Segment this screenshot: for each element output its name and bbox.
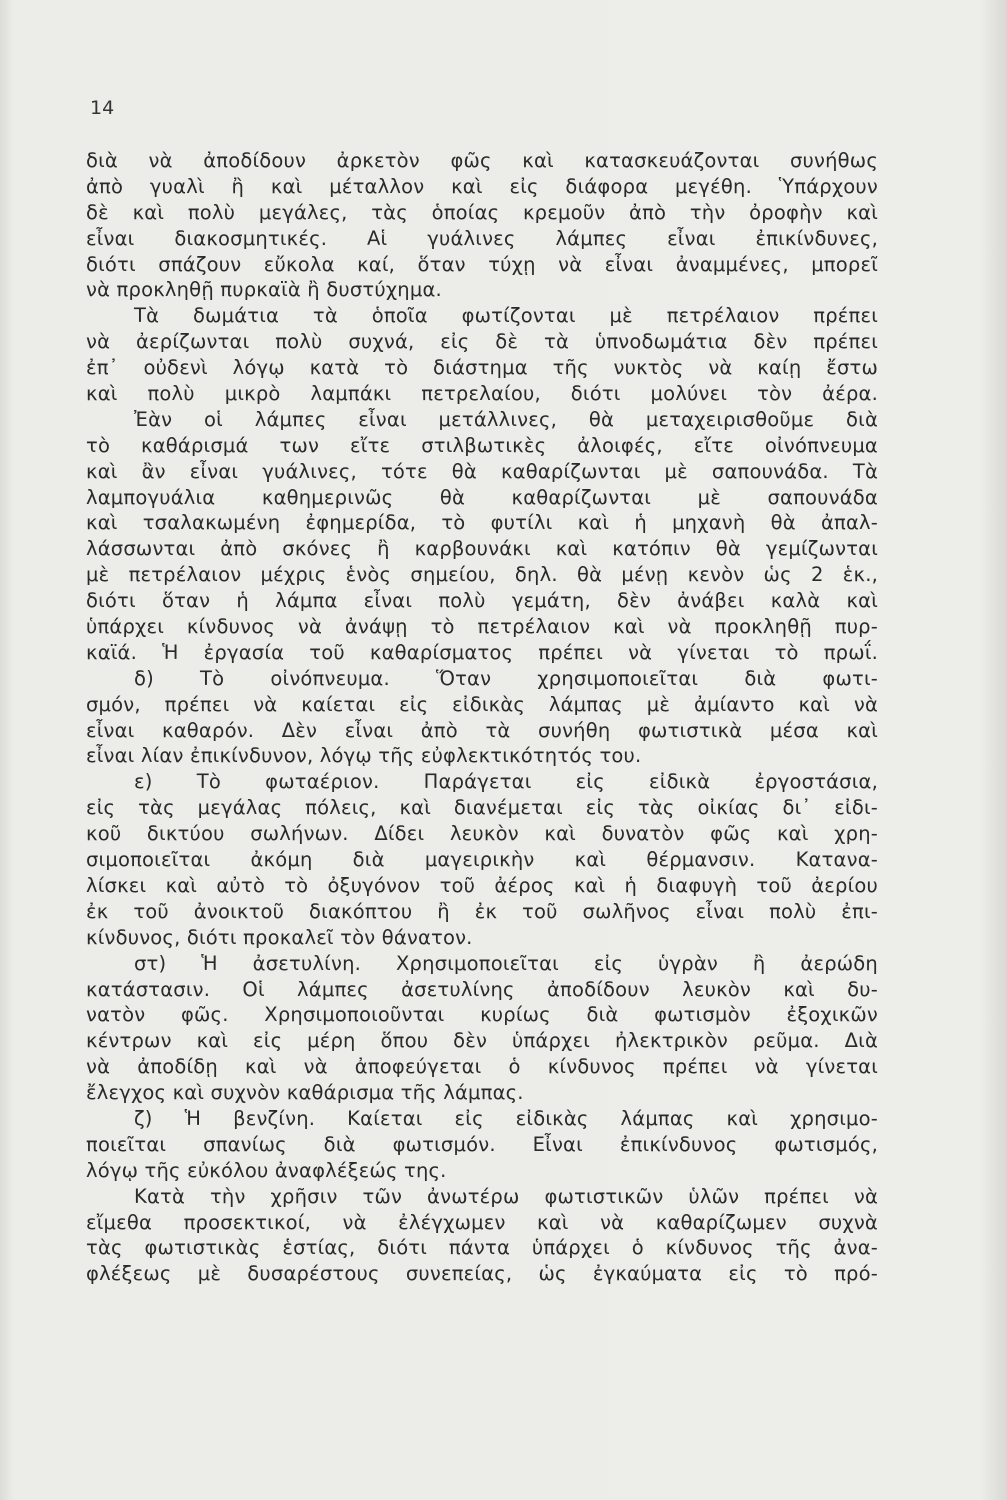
text-line: διότι ὅταν ἡ λάμπα εἶναι πολὺ γεμάτη, δὲν ἀνάβει καλὰ καὶ xyxy=(86,589,878,613)
text-line: λόγῳ τῆς εὐκόλου ἀναφλέξεώς της. xyxy=(86,1158,447,1182)
text-line: ἐκ τοῦ ἀνοικτοῦ διακόπτου ἢ ἐκ τοῦ σωλῆνος εἶναι πολὺ ἐπι- xyxy=(86,899,878,923)
text-line: διὰ νὰ ἀποδίδουν ἀρκετὸν φῶς καὶ κατασκευάζονται συνήθως xyxy=(86,149,878,172)
text-line: καϊά. Ἡ ἐργασία τοῦ καθαρίσματος πρέπει νὰ γίνεται τὸ πρωΐ. xyxy=(86,640,878,664)
text-line: λαμπογυάλια καθημερινῶς θὰ καθαρίζωνται μὲ σαπουνάδα xyxy=(86,485,878,509)
text-line: εἶναι λίαν ἐπικίνδυνον, λόγῳ τῆς εὐφλεκτικότητός του. xyxy=(86,744,642,768)
text-line: μὲ πετρέλαιον μέχρις ἑνὸς σημείου, δηλ. θὰ μένῃ κενὸν ὡς 2 ἑκ., xyxy=(86,563,878,587)
text-line: εἶναι καθαρόν. Δὲν εἶναι ἀπὸ τὰ συνήθη φωτιστικὰ μέσα καὶ xyxy=(86,718,878,742)
text-line: δ) Τὸ οἰνόπνευμα. Ὅταν χρησιμοποιεῖται διὰ φωτι- xyxy=(134,666,878,690)
text-line: Τὰ δωμάτια τὰ ὁποῖα φωτίζονται μὲ πετρέλαιον πρέπει xyxy=(134,304,878,328)
text-line: νὰ προκληθῇ πυρκαϊὰ ἢ δυστύχημα. xyxy=(86,278,442,302)
text-line: νὰ ἀποδίδῃ καὶ νὰ ἀποφεύγεται ὁ κίνδυνος πρέπει νὰ γίνεται xyxy=(86,1055,878,1079)
text-line: διότι σπάζουν εὔκολα καί, ὅταν τύχῃ νὰ εἶναι ἀναμμένες, μπορεῖ xyxy=(86,252,878,276)
text-line: κίνδυνος, διότι προκαλεῖ τὸν θάνατον. xyxy=(86,925,473,949)
text-line: εἰς τὰς μεγάλας πόλεις, καὶ διανέμεται εἰς τὰς οἰκίας δι᾽ εἰδι- xyxy=(86,796,878,820)
text-line: λίσκει καὶ αὐτὸ τὸ ὀξυγόνον τοῦ ἀέρος καὶ ἡ διαφυγὴ τοῦ ἀερίου xyxy=(86,873,878,897)
text-line: σμόν, πρέπει νὰ καίεται εἰς εἰδικὰς λάμπας μὲ ἀμίαντο καὶ νὰ xyxy=(86,692,878,716)
text-line: τὸ καθάρισμά των εἴτε στιλβωτικὲς ἀλοιφές, εἴτε οἰνόπνευμα xyxy=(86,433,878,457)
text-line: δὲ καὶ πολὺ μεγάλες, τὰς ὁποίας κρεμοῦν ἀπὸ τὴν ὀροφὴν καὶ xyxy=(86,200,878,224)
text-line: σιμοποιεῖται ἀκόμη διὰ μαγειρικὴν καὶ θέρμανσιν. Κατανα- xyxy=(86,848,878,872)
text-line: κατάστασιν. Οἱ λάμπες ἀσετυλίνης ἀποδίδουν λευκὸν καὶ δυ- xyxy=(86,977,878,1001)
text-line: νὰ ἀερίζωνται πολὺ συχνά, εἰς δὲ τὰ ὑπνοδωμάτια δὲν πρέπει xyxy=(86,330,878,354)
text-line: ε) Τὸ φωταέριον. Παράγεται εἰς εἰδικὰ ἐργοστάσια, xyxy=(134,770,878,794)
text-line: ἔλεγχος καὶ συχνὸν καθάρισμα τῆς λάμπας. xyxy=(86,1081,524,1105)
text-line: λάσσωνται ἀπὸ σκόνες ἢ καρβουνάκι καὶ κατόπιν θὰ γεμίζωνται xyxy=(86,537,878,561)
text-line: στ) Ἡ ἀσετυλίνη. Χρησιμοποιεῖται εἰς ὑγρὰν ἢ ἀερώδη xyxy=(134,951,878,975)
text-line: τὰς φωτιστικὰς ἑστίας, διότι πάντα ὑπάρχει ὁ κίνδυνος τῆς ἀνα- xyxy=(86,1236,878,1260)
text-line: καὶ τσαλακωμένη ἐφημερίδα, τὸ φυτίλι καὶ ἡ μηχανὴ θὰ ἀπαλ- xyxy=(86,511,878,535)
text-line: Κατὰ τὴν χρῆσιν τῶν ἀνωτέρω φωτιστικῶν ὑλῶν πρέπει νὰ xyxy=(134,1184,878,1208)
text-line: ζ) Ἡ βενζίνη. Καίεται εἰς εἰδικὰς λάμπας καὶ χρησιμο- xyxy=(134,1106,878,1130)
text-line: ποιεῖται σπανίως διὰ φωτισμόν. Εἶναι ἐπικίνδυνος φωτισμός, xyxy=(86,1132,878,1156)
text-line: Ἐὰν οἱ λάμπες εἶναι μετάλλινες, θὰ μεταχειρισθοῦμε διὰ xyxy=(134,407,878,431)
text-line: εἴμεθα προσεκτικοί, νὰ ἐλέγχωμεν καὶ νὰ καθαρίζωμεν συχνὰ xyxy=(86,1210,878,1234)
text-line: ὑπάρχει κίνδυνος νὰ ἀνάψῃ τὸ πετρέλαιον καὶ νὰ προκληθῇ πυρ- xyxy=(86,615,878,639)
text-line: καὶ ἂν εἶναι γυάλινες, τότε θὰ καθαρίζωνται μὲ σαπουνάδα. Τὰ xyxy=(86,459,878,483)
text-line: κοῦ δικτύου σωλήνων. Δίδει λευκὸν καὶ δυνατὸν φῶς καὶ χρη- xyxy=(86,822,878,846)
text-line: νατὸν φῶς. Χρησιμοποιοῦνται κυρίως διὰ φωτισμὸν ἐξοχικῶν xyxy=(86,1003,878,1027)
text-line: φλέξεως μὲ δυσαρέστους συνεπείας, ὡς ἐγκαύματα εἰς τὸ πρό- xyxy=(86,1262,878,1286)
page-number: 14 xyxy=(90,97,115,119)
text-line: κέντρων καὶ εἰς μέρη ὅπου δὲν ὑπάρχει ἠλεκτρικὸν ρεῦμα. Διὰ xyxy=(86,1029,878,1053)
text-line: ἐπ᾽ οὐδενὶ λόγῳ κατὰ τὸ διάστημα τῆς νυκτὸς νὰ καίῃ ἔστω xyxy=(86,356,878,380)
text-line: εἶναι διακοσμητικές. Αἱ γυάλινες λάμπες εἶναι ἐπικίνδυνες, xyxy=(86,226,878,250)
body-text xyxy=(86,148,878,1287)
text-line: καὶ πολὺ μικρὸ λαμπάκι πετρελαίου, διότι μολύνει τὸν ἀέρα. xyxy=(86,382,878,406)
text-line: ἀπὸ γυαλὶ ἢ καὶ μέταλλον καὶ εἰς διάφορα μεγέθη. Ὑπάρχουν xyxy=(86,174,878,198)
